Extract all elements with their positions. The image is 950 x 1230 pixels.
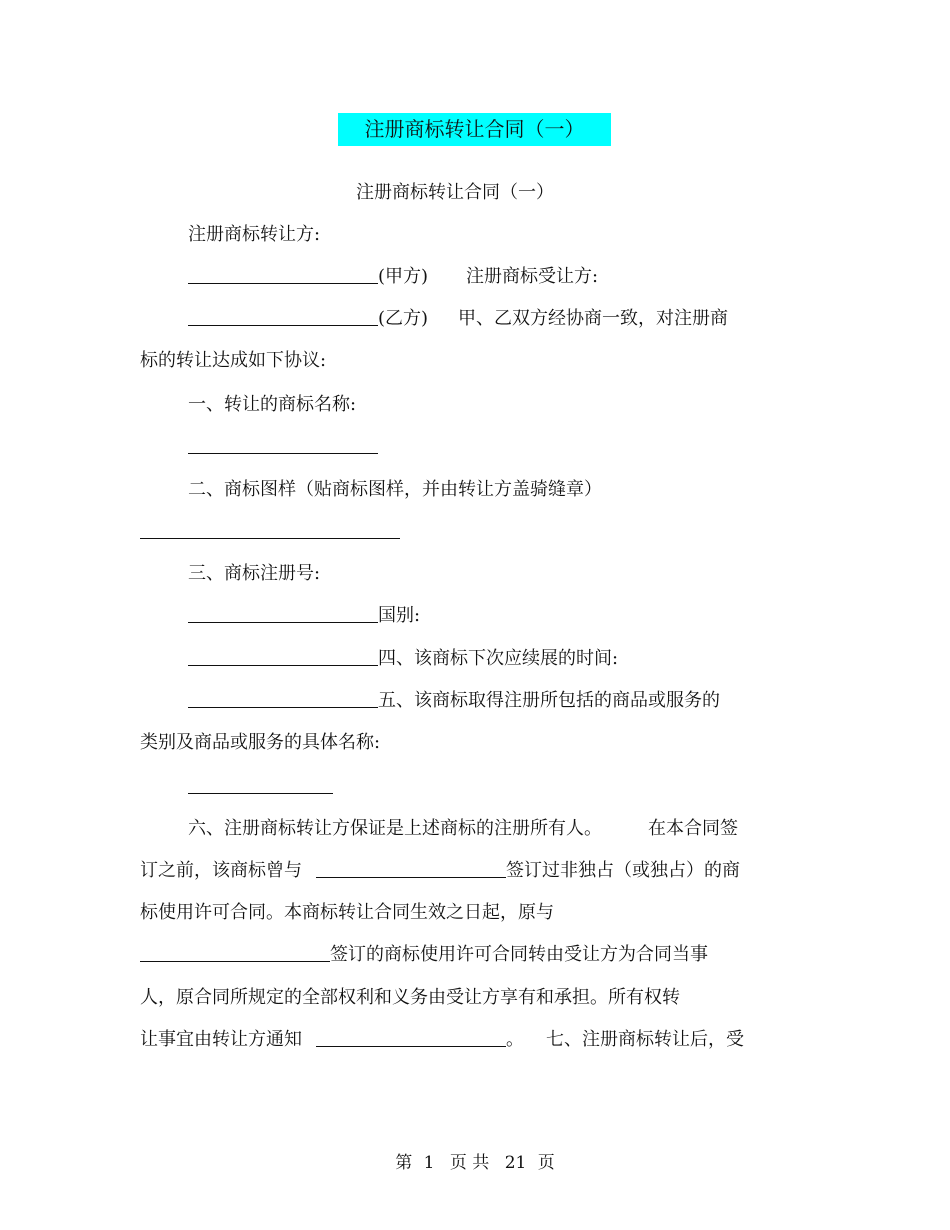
item-4-line bbox=[188, 646, 618, 672]
item-3: 三、商标注册号: bbox=[188, 563, 321, 584]
fill-blank bbox=[316, 859, 506, 878]
item-6-cont: 在本合同签 bbox=[648, 818, 738, 839]
blank-line bbox=[188, 774, 333, 800]
item-6-text: 订之前，该商标曾与 bbox=[140, 860, 302, 881]
item-6-text: 让事宜由转让方通知 bbox=[140, 1029, 302, 1050]
fill-blank bbox=[188, 689, 378, 708]
item-4: 四、该商标下次应续展的时间: bbox=[378, 648, 619, 669]
blank-line bbox=[140, 519, 400, 545]
item-6-text: 签订过非独占（或独占）的商 bbox=[506, 860, 740, 881]
agreement-text: 甲、乙双方经协商一致，对注册商 bbox=[458, 308, 729, 329]
item-7: 七、注册商标转让后，受 bbox=[546, 1029, 744, 1050]
item-6-line-6 bbox=[140, 1027, 744, 1053]
item-5-line bbox=[188, 688, 720, 714]
fill-blank bbox=[140, 520, 400, 539]
footer-page-mid: 页 共 bbox=[449, 1153, 490, 1173]
country-label: 国别: bbox=[378, 605, 421, 626]
footer-page-prefix: 第 bbox=[395, 1153, 413, 1173]
fill-blank bbox=[188, 647, 378, 666]
document-subtitle: 注册商标转让合同（一） bbox=[356, 182, 554, 203]
item-6: 六、注册商标转让方保证是上述商标的注册所有人。 bbox=[188, 818, 602, 839]
fill-blank bbox=[188, 604, 378, 623]
fill-blank bbox=[316, 1028, 506, 1047]
transferee-label: 注册商标受让方: bbox=[466, 266, 599, 287]
item-6-line bbox=[188, 816, 738, 842]
item-5-cont: 类别及商品或服务的具体名称: bbox=[140, 732, 381, 753]
fill-blank bbox=[188, 265, 378, 284]
party-b-line bbox=[188, 306, 728, 332]
item-6-line-3: 标使用许可合同。本商标转让合同生效之日起，原与 bbox=[140, 902, 554, 923]
party-a-label: (甲方) bbox=[378, 266, 429, 287]
transferor-label: 注册商标转让方: bbox=[188, 224, 321, 245]
blank-line bbox=[188, 434, 378, 460]
item-2: 二、商标图样（贴商标图样，并由转让方盖骑缝章） bbox=[188, 479, 602, 500]
fill-blank bbox=[140, 943, 330, 962]
fill-blank bbox=[188, 307, 378, 326]
item-6-line-5: 人，原合同所规定的全部权利和义务由受让方享有和承担。所有权转 bbox=[140, 987, 680, 1008]
fill-blank bbox=[188, 775, 333, 794]
party-b-label: (乙方) bbox=[378, 308, 429, 329]
item-6-line-2 bbox=[140, 858, 740, 884]
footer-page-total: 21 bbox=[504, 1153, 527, 1173]
footer-page-number: 1 bbox=[423, 1153, 435, 1173]
party-a-line bbox=[188, 264, 598, 290]
item-6-line-4 bbox=[140, 942, 708, 968]
country-line bbox=[188, 603, 420, 629]
item-6-text: 签订的商标使用许可合同转由受让方为合同当事 bbox=[330, 944, 708, 965]
item-6-text: 。 bbox=[506, 1029, 524, 1050]
item-5: 五、该商标取得注册所包括的商品或服务的 bbox=[378, 690, 720, 711]
fill-blank bbox=[188, 435, 378, 454]
page-footer bbox=[0, 1151, 950, 1175]
item-1: 一、转让的商标名称: bbox=[188, 394, 357, 415]
agreement-text-cont: 标的转让达成如下协议: bbox=[140, 350, 327, 371]
footer-page-suffix: 页 bbox=[537, 1153, 555, 1173]
document-title: 注册商标转让合同（一） bbox=[338, 113, 611, 146]
